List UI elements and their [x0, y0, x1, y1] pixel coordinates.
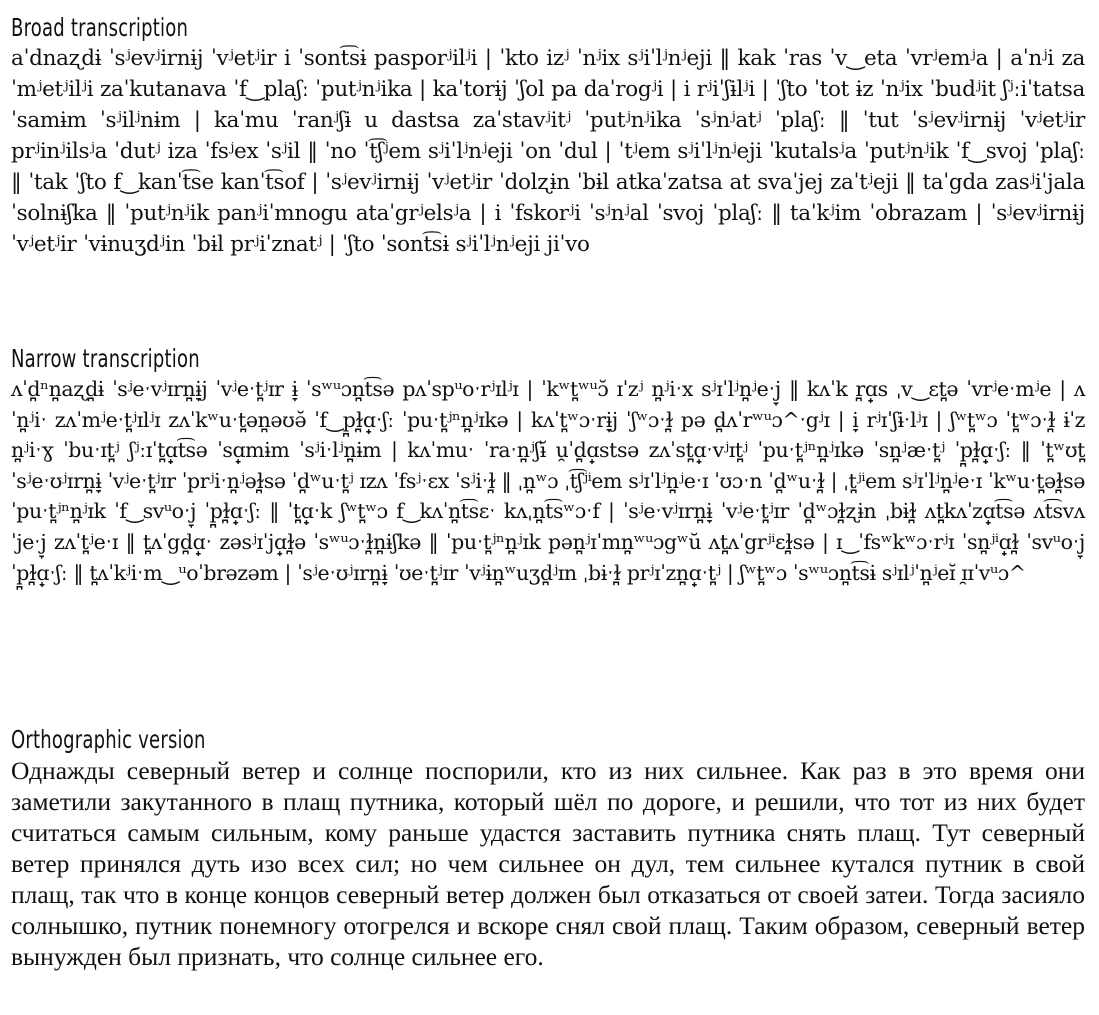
narrow-transcription-text: ʌˈd̪ⁿn̪aʐd̪ɨ ˈsʲeˑvʲɪrn̪ɨ̞j ˈvʲeˑt̪ʲɪr ɨ̞ ˈsʷᵘɔn̪t͡sə pʌˈspᵘoˑrʲɪlʲɪ | ˈkʷt̪ʷᵘɔ̆ ɪˈzʲ n̪ʲiˑx sʲɪˈlʲn̪ʲeˑj̞ ‖ kʌˈk r̪ɑ̟s ˌv‿ɛt̪ə ˈvrʲeˑmʲe | ʌˈn̪ʲiˑ zʌˈmʲeˑt̪ʲɪlʲɪ zʌˈkʷuˑt̪ən̪əʊə̆ ˈf‿p̪ɫ̪ɑ̟ˑʃː ˈpuˑt̪ʲⁿn̪ʲɪkə | kʌˈt̪ʷɔˑrɨ̞j ˈʃʷɔˑɫ̪ pə d̪ʌˈrʷᵘɔ^ˑgʲɪ | i̞ rʲɪˈʃɨˑlʲɪ | ʃʷt̪ʷɔ ˈt̪ʷɔˑɫ̪ ɨˈz n̪ʲiˑɣ ˈbuˑɪt̪ʲ ʃʲːɪˈt̪ɑ̟t͡sə ˈsɑ̟mɨm ˈsʲiˑlʲn̪ɨm | kʌˈmuˑ ˈraˑn̪ʲʃɨ̆ u̯ˈd̪ɑ̟stsə zʌˈst̪ɑ̟ˑvʲɪt̪ʲ ˈpuˑt̪ʲⁿn̪ʲɪkə ˈsn̪ʲæˑt̪ʲ ˈp̪ɫ̪ɑ̟ˑʃː ‖ ˈt̪ʷʊt̪ ˈsʲeˑʊʲɪrn̪ɨ̞ ˈvʲeˑt̪ʲɪr ˈprʲiˑn̪ʲəɫ̪sə ˈd̪ʷuˑt̪ʲ ɪzʌ ˈfsʲˑɛx ˈsʲiˑɫ̪ ‖ ˌn̪ʷɔ ˌt͡ʃʲⁱem sʲɪˈlʲn̪ʲeˑɪ ˈʊɔˑn ˈd̪ʷuˑɫ̪ | ˌt̪ʲⁱem sʲɪˈlʲn̪ʲeˑɪ ˈkʷuˑt̪əɫ̪sə ˈpuˑt̪ʲⁿn̪ʲɪk ˈf‿svᵘoˑj̞ ˈp̪ɫ̪ɑ̟ˑʃː ‖ ˈt̪ɑ̟ˑk ʃʷt̪ʷɔ f‿kʌˈn̪t͡sɛˑ kʌˌn̪t͡sʷɔˑf | ˈsʲeˑvʲɪrn̪ɨ̞ ˈvʲeˑt̪ʲɪr ˈd̪ʷɔɫ̪ʐɨn ˌbɨɫ̪ ʌt̪kʌˈzɑ̟t͡sə ʌt͡svʌˈjeˑj̞ zʌˈt̪ʲeˑɪ ‖ t̪ʌˈgd̪ɑ̟ˑ zəsʲɪˈjɑ̟ɫ̪ə ˈsʷᵘɔˑɫ̪n̪ɨʃkə ‖ ˈpuˑt̪ʲⁿn̪ʲɪk pən̪ʲɪˈmn̪ʷᵘɔgʷŭ ʌt̪ʌˈgrʲⁱɛɫ̪sə | ɪ‿ˈfsʷkʷɔˑrʲɪ ˈsn̪ʲⁱɑ̟ɫ̪ ˈsvᵘoˑj̞ ˈp̪ɫ̪ɑ̟ˑʃː ‖ t̪ʌˈkʲiˑm‿ᵘoˈbrəzəm | ˈsʲeˑʊʲɪrn̪ɨ̞ ˈʊeˑt̪ʲɪr ˈvʲɨn̪ʷuʒd̪ʲɪn ˌbɨˑɫ̪ prʲɪˈzn̪ɑ̟ˑt̪ʲ | ʃʷt̪ʷɔ ˈsʷᵘɔn̪t͡sɨ sʲɪlʲˈn̪ʲeɪ̆ ɪ̯ɪˈvᵘɔ^	[11, 377, 1086, 585]
orthographic-version-text: Однажды северный ветер и солнце поспорили, кто из них сильнее. Как раз в это время они заметили закутанного в плащ путника, который шёл по дороге, и решили, что тот из них будет считаться самым сильным, кому раньше удастся заставить путника снять плащ. Тут северный ветер принялся дуть изо всех сил; но чем сильнее он дул, тем сильнее кутался путник в свой плащ, так что в конце концов северный ветер должен был отказаться от своей затеи. Тогда засияло солнышко, путник понемногу отогрелся и вскоре снял свой плащ. Таким образом, северный ветер вынужден был признать, что солнце сильнее его.	[11, 756, 1085, 971]
broad-transcription-section	[11, 13, 1085, 260]
orthographic-version-heading: Orthographic version	[11, 725, 206, 754]
broad-transcription-text: aˈdnaʐdɨ ˈsʲevʲirnɨj ˈvʲetʲir i ˈsont͡sɨ pasporʲilʲi | ˈkto izʲ ˈnʲix sʲiˈlʲnʲeji ‖ kak ˈras ˈv‿eta ˈvrʲemʲa | aˈnʲi zaˈmʲetʲilʲi zaˈkutanava ˈf‿plaʃː ˈputʲnʲika | kaˈtorɨj ˈʃol pa daˈrogʲi | i rʲiˈʃɨlʲi | ˈʃto ˈtot ɨz ˈnʲix ˈbudʲit ʃʲːiˈtatsa ˈsamɨm ˈsʲilʲnɨm | kaˈmu ˈranʲʃɨ u dastsa zaˈstavʲitʲ ˈputʲnʲika ˈsʲnʲatʲ ˈplaʃː ‖ ˈtut ˈsʲevʲirnɨj ˈvʲetʲir prʲinʲilsʲa ˈdutʲ iza ˈfsʲex ˈsʲil ‖ ˈno ˈt͡ʃʲem sʲiˈlʲnʲeji ˈon ˈdul | ˈtʲem sʲiˈlʲnʲeji ˈkutalsʲa ˈputʲnʲik ˈf‿svoj ˈplaʃː ‖ ˈtak ˈʃto f‿kanˈt͡se kanˈt͡sof | ˈsʲevʲirnɨj ˈvʲetʲir ˈdolʐɨn ˈbɨl atkaˈzatsa at svaˈjej zaˈtʲeji ‖ taˈgda zasʲiˈjala ˈsolnɨʃka ‖ ˈputʲnʲik panʲiˈmnogu ataˈgrʲelsʲa | i ˈfskorʲi ˈsʲnʲal ˈsvoj ˈplaʃː ‖ taˈkʲim ˈobrazam | ˈsʲevʲirnɨj ˈvʲetʲir ˈvɨnuʒdʲin ˈbɨl prʲiˈznatʲ | ˈʃto ˈsont͡sɨ sʲiˈlʲnʲeji jiˈvo	[11, 46, 1085, 257]
broad-transcription-heading: Broad transcription	[11, 13, 189, 42]
narrow-transcription-section	[11, 344, 1085, 588]
narrow-transcription-heading: Narrow transcription	[11, 344, 200, 373]
orthographic-version-section	[11, 725, 1085, 972]
